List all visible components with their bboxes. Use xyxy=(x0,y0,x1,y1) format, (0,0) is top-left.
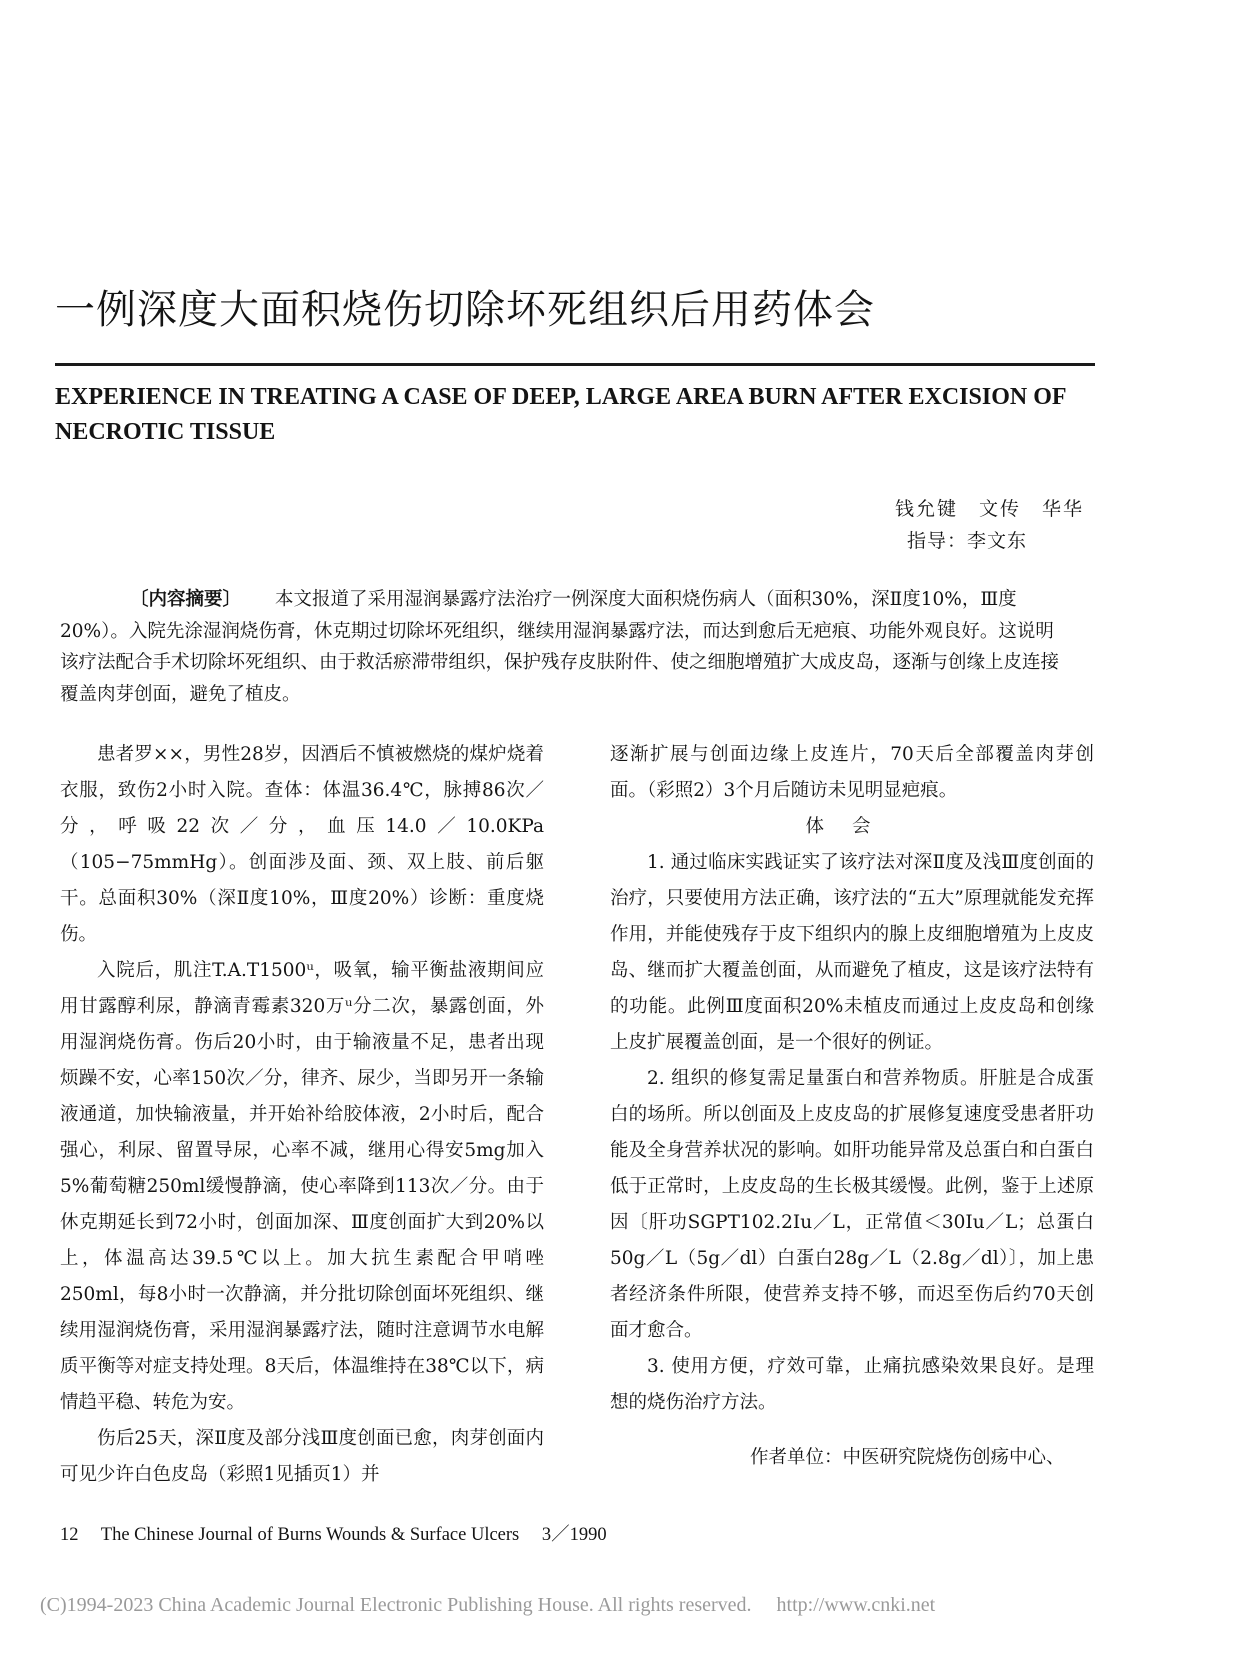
discussion-paragraph-2: 2. 组织的修复需足量蛋白和营养物质。肝脏是合成蛋白的场所。所以创面及上皮皮岛的扩展修复速度受患者肝功能及全身营养状况的影响。如肝功能异常及总蛋白和白蛋白低于正常时，上皮皮岛的生长极其缓慢。此例，鉴于上述原因〔肝功SGPT102.2Iu／L，正常值＜30Iu／L；总蛋白50g／L（5g／dl）白蛋白28g／L（2.8g／dl）〕，加上患者经济条件所限，使营养支持不够，而迟至伤后约70天创面才愈合。 xyxy=(610,1068,1094,1341)
article-title-english: EXPERIENCE IN TREATING A CASE OF DEEP, LARGE AREA BURN AFTER EXCISION OF NECROTIC TISSUE xyxy=(55,384,1066,445)
left-column xyxy=(60,737,544,1493)
case-paragraph-3: 伤后25天，深Ⅱ度及部分浅Ⅲ度创面已愈，肉芽创面内可见少许白色皮岛（彩照1见插页1）并 xyxy=(60,1428,544,1485)
case-paragraph-continued: 逐渐扩展与创面边缘上皮连片，70天后全部覆盖肉芽创面。（彩照2）3个月后随访未见明显疤痕。 xyxy=(610,744,1094,801)
case-paragraph-1: 患者罗××，男性28岁，因酒后不慎被燃烧的煤炉烧着衣服，致伤2小时入院。查体：体温36.4℃，脉搏86次／分，呼吸22次／分，血压14.0／10.0KPa（105−75mmHg）。创面涉及面、颈、双上肢、前后躯干。总面积30%（深Ⅱ度10%，Ⅲ度20%）诊断：重度烧伤。 xyxy=(60,744,544,945)
abstract xyxy=(60,584,1070,710)
section-heading: 体会 xyxy=(805,816,899,837)
page-footer xyxy=(60,1520,625,1546)
discussion-paragraph-1: 1. 通过临床实践证实了该疗法对深Ⅱ度及浅Ⅲ度创面的治疗，只要使用方法正确，该疗法的“五大”原理就能发充挥作用，并能使残存于皮下组织内的腺上皮细胞增殖为上皮皮岛、继而扩大覆盖创面，从而避免了植皮，这是该疗法特有的功能。此例Ⅲ度面积20%未植皮而通过上皮皮岛和创缘上皮扩展覆盖创面，是一个很好的例证。 xyxy=(610,852,1094,1053)
page-number: 12 xyxy=(60,1525,79,1545)
discussion-paragraph-3: 3. 使用方便，疗效可靠，止痛抗感染效果良好。是理想的烧伤治疗方法。 xyxy=(610,1356,1094,1413)
right-column xyxy=(610,737,1094,1421)
article-title-chinese: 一例深度大面积烧伤切除坏死组织后用药体会 xyxy=(55,287,875,333)
journal-name: The Chinese Journal of Burns Wounds & Surface Ulcers xyxy=(100,1525,520,1545)
abstract-text: 本文报道了采用湿润暴露疗法治疗一例深度大面积烧伤病人（面积30%，深Ⅱ度10%，Ⅲ度20%）。入院先涂湿润烧伤膏，休克期过切除坏死组织，继续用湿润暴露疗法，而达到愈后无疤痕、功能外观良好。这说明该疗法配合手术切除坏死组织、由于救活瘀滞带组织，保护残存皮肤附件、使之细胞增殖扩大成皮岛，逐渐与创缘上皮连接覆盖肉芽创面，避免了植皮。 xyxy=(60,589,1060,705)
copyright-notice: (C)1994-2023 China Academic Journal Electronic Publishing House. All rights reserved. http://www.cnki.net xyxy=(40,1594,936,1616)
case-paragraph-2: 入院后，肌注T.A.T1500ᵘ，吸氧，输平衡盐液期间应用甘露醇利尿，静滴青霉素320万ᵘ分二次，暴露创面，外用湿润烧伤膏。伤后20小时，由于输液量不足，患者出现烦躁不安，心率150次／分，律齐、尿少，当即另开一条输液通道，加快输液量，并开始补给胶体液，2小时后，配合强心，利尿、留置导尿，心率不减，继用心得安5mg加入5%葡萄糖250ml缓慢静滴，使心率降到113次／分。由于休克期延长到72小时，创面加深、Ⅲ度创面扩大到20%以上，体温高达39.5℃以上。加大抗生素配合甲哨唑250ml，每8小时一次静滴，并分批切除创面坏死组织、继续用湿润烧伤膏，采用湿润暴露疗法，随时注意调节水电解质平衡等对症支持处理。8天后，体温维持在38℃以下，病情趋平稳、转危为安。 xyxy=(60,960,544,1413)
advisor-line: 指导：李文东 xyxy=(907,530,1028,552)
title-divider xyxy=(55,363,1095,366)
author-names: 钱允键 文传 华华 xyxy=(895,498,1085,520)
issue-number: 3／1990 xyxy=(541,1525,607,1545)
author-affiliation: 作者单位：中医研究院烧伤创疡中心、 xyxy=(750,1447,1065,1468)
abstract-label: 〔内容摘要〕 xyxy=(130,589,242,610)
